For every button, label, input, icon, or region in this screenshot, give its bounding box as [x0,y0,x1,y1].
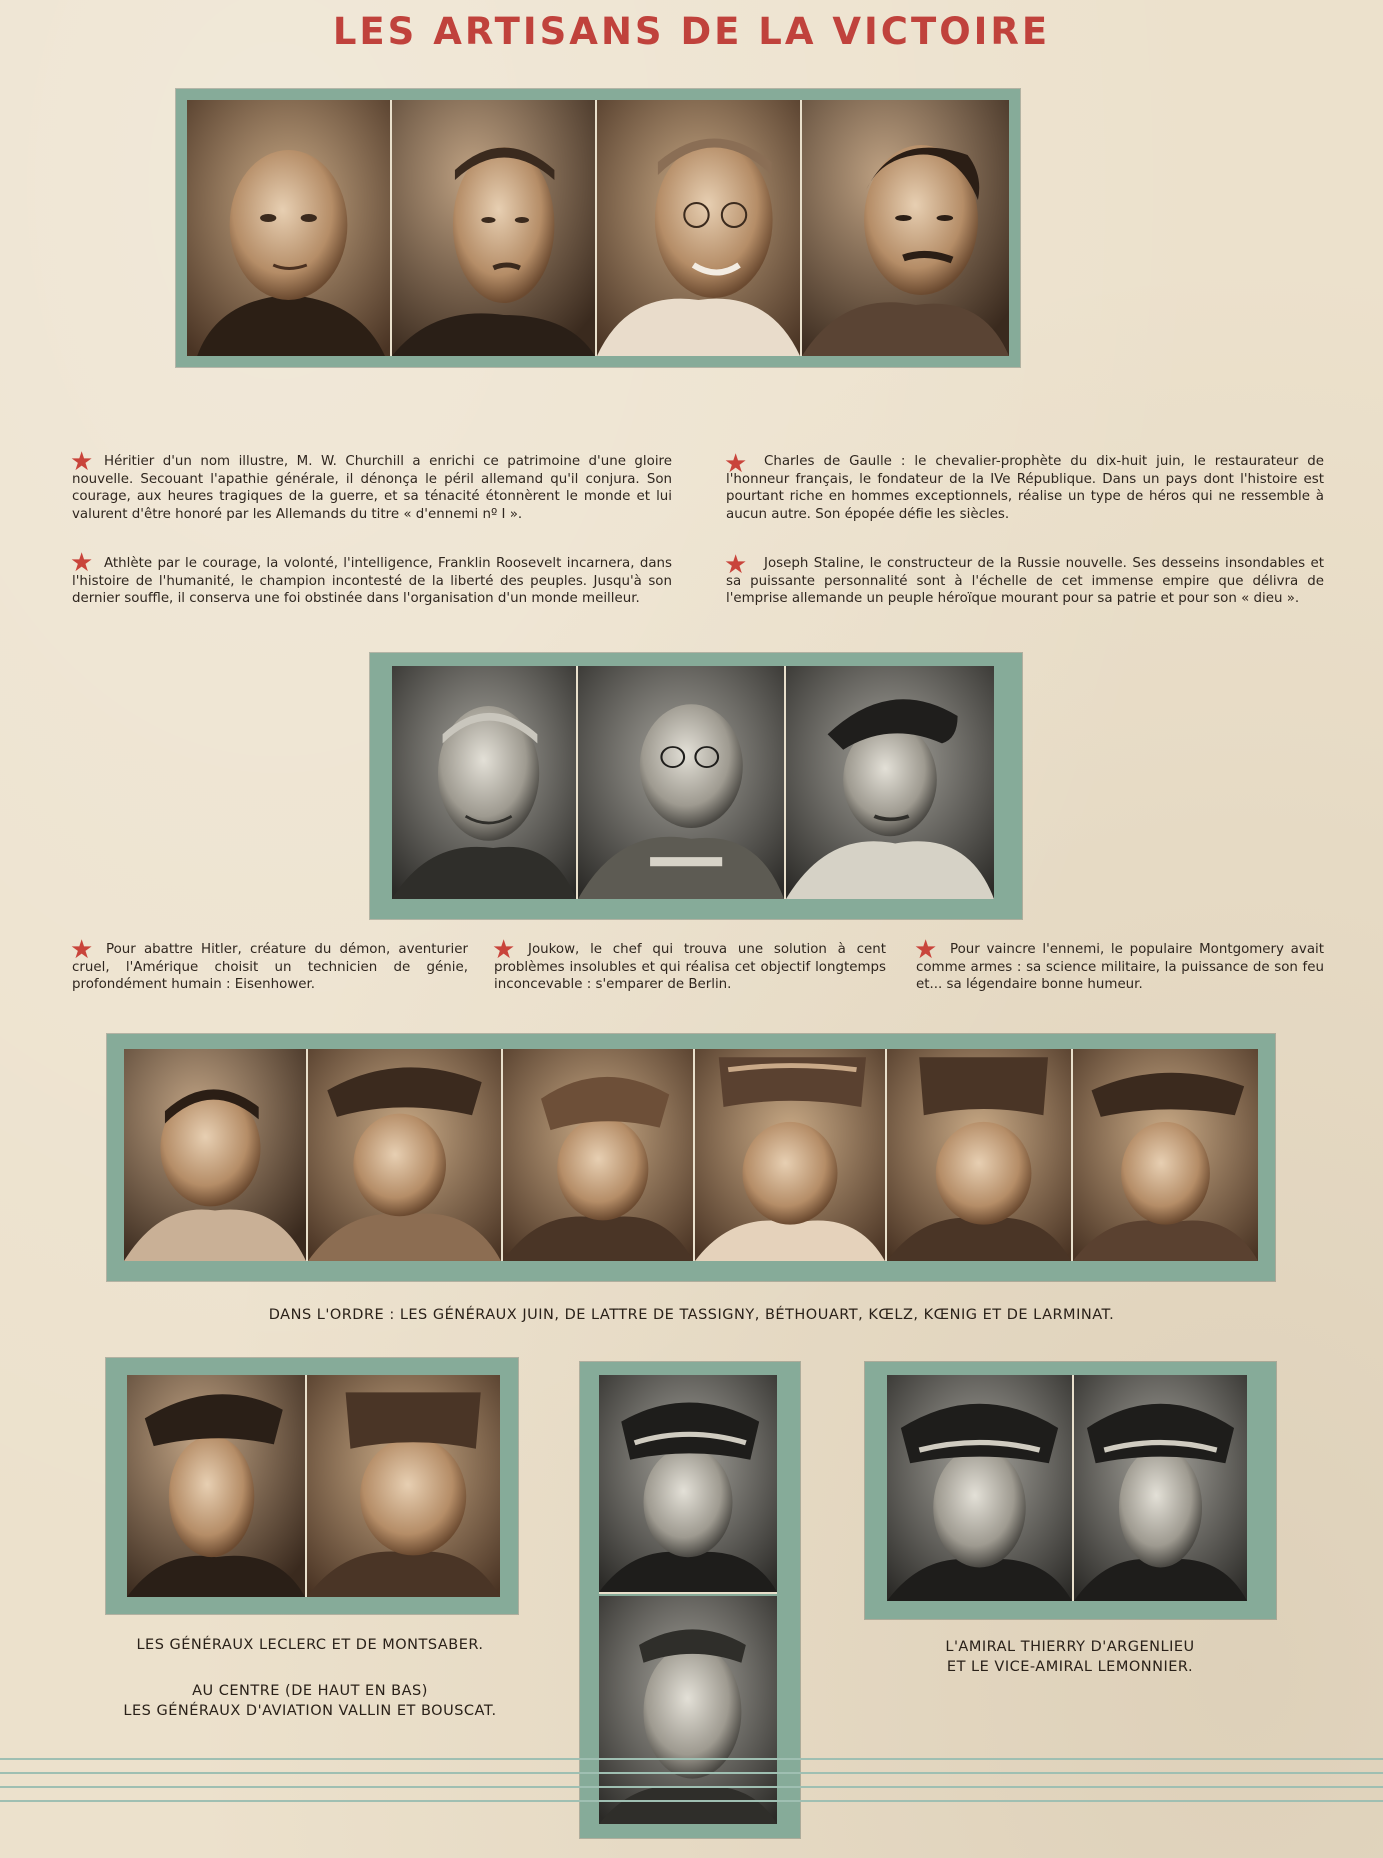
star-icon: ★ [70,935,94,965]
joukow-photo [578,666,786,899]
center-caption-line-2: LES GÉNÉRAUX D'AVIATION VALLIN ET BOUSCAT. [123,1703,497,1719]
center-caption-line-1: AU CENTRE (DE HAUT EN BAS) [192,1683,428,1699]
caption-montgomery: Pour vaincre l'ennemi, le populaire Montgomery avait comme armes : sa science militaire, la puissance de son feu et... sa légendaire bonne humeur. [916,942,1324,992]
caption-joukow: Joukow, le chef qui trouva une solution à cent problèmes insolubles et qui réalisa cet objectif longtemps inconcevable : s'emparer de Berlin. [494,942,886,992]
generals-portrait-frame [107,1034,1275,1281]
star-icon: ★ [492,935,516,965]
decorative-rule [0,1786,1383,1788]
de-lattre-photo [308,1049,503,1261]
star-icon: ★ [724,449,748,479]
argenlieu-lemonnier-caption-line-1: L'AMIRAL THIERRY D'ARGENLIEU [945,1639,1195,1655]
star-icon: ★ [70,447,94,477]
decorative-rule [0,1758,1383,1760]
decorative-rule [0,1800,1383,1802]
decorative-rule [0,1772,1383,1774]
caption-staline: Joseph Staline, le constructeur de la Russie nouvelle. Ses desseins insondables et sa puissante personnalité sont à l'échelle de cet immense empire que délivra de l'emprise allemande un peuple héroïque mourant pour sa patrie et pour son « dieu ». [726,556,1324,606]
caption-churchill: Héritier d'un nom illustre, M. W. Churchill a enrichi ce patrimoine d'une gloire nouvelle. Secouant l'apathie générale, il dénonça le péril allemand qu'il conjura. Son courage, aux heures tragiques de la guerre, et sa ténacité étonnèrent le monde et lui valurent d'être honoré par les Allemands du titre « d'ennemi nº I ». [72,454,672,522]
star-icon: ★ [724,550,748,580]
montsaber-photo [307,1375,500,1597]
de-gaulle-photo [392,100,597,356]
generals-caption: DANS L'ORDRE : LES GÉNÉRAUX JUIN, DE LATTRE DE TASSIGNY, BÉTHOUART, KŒLZ, KŒNIG ET DE LARMINAT. [268,1307,1115,1323]
leclerc-montsaber-frame [106,1358,518,1614]
lemonnier-photo [1074,1375,1247,1601]
leclerc-photo [127,1375,307,1597]
caption-de-gaulle: Charles de Gaulle : le chevalier-prophète du dix-huit juin, le restaurateur de l'honneur français, le fondateur de la IVe République. Dans un pays dont l'histoire est pourtant riche en hommes exceptionnels, réalise un type de héros qui ne ressemble à aucun autre. Son épopée défie les siècles. [726,454,1324,522]
caption-eisenhower: Pour abattre Hitler, créature du démon, aventurier cruel, l'Amérique choisit un technicien de génie, profondément humain : Eisenhower. [72,942,468,992]
argenlieu-lemonnier-caption-line-2: ET LE VICE-AMIRAL LEMONNIER. [946,1659,1194,1675]
star-icon: ★ [70,548,94,578]
staline-photo [802,100,1009,356]
commanders-portrait-frame [370,653,1022,919]
koelz-photo [695,1049,887,1261]
de-larminat-photo [1073,1049,1258,1261]
roosevelt-photo [597,100,802,356]
eisenhower-photo [392,666,578,899]
bouscat-photo [599,1596,777,1824]
star-icon: ★ [914,935,938,965]
bethouart-photo [503,1049,695,1261]
vallin-photo [599,1375,777,1594]
top-portrait-frame [176,89,1020,367]
montgomery-photo [786,666,994,899]
page-title: LES ARTISANS DE LA VICTOIRE [332,10,1051,53]
leclerc-montsaber-caption: LES GÉNÉRAUX LECLERC ET DE MONTSABER. [136,1637,484,1653]
argenlieu-photo [887,1375,1074,1601]
koenig-photo [887,1049,1073,1261]
churchill-photo [187,100,392,356]
caption-roosevelt: Athlète par le courage, la volonté, l'intelligence, Franklin Roosevelt incarnera, dans l'histoire de l'humanité, le champion incontesté de la liberté des peuples. Jusqu'à son dernier souffle, il conserva une foi obstinée dans l'organisation d'un monde meilleur. [72,556,672,606]
vallin-bouscat-frame [580,1362,800,1838]
juin-photo [124,1049,308,1261]
argenlieu-lemonnier-frame [865,1362,1276,1619]
